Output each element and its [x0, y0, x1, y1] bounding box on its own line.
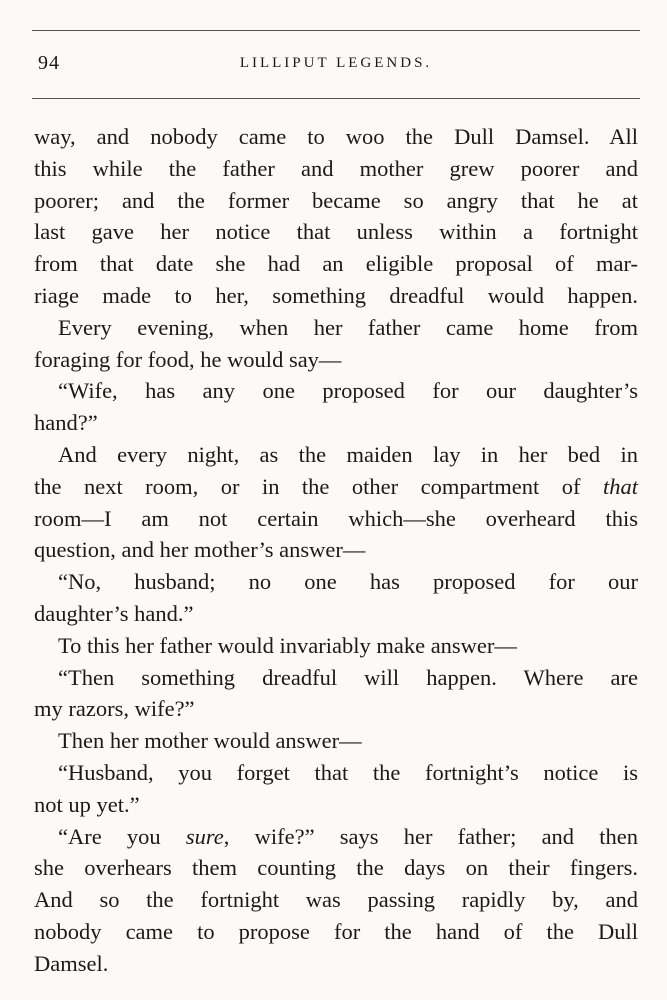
- text-line: nobody came to propose for the hand of the Dull: [34, 918, 638, 944]
- text-line: hand?”: [34, 410, 98, 436]
- text-line: Every evening, when her father came home from: [58, 314, 638, 340]
- text-line: way, and nobody came to woo the Dull Damsel. All: [34, 124, 638, 149]
- text-fragment: “Are you: [58, 823, 186, 849]
- top-rule: [32, 30, 640, 31]
- text-line: foraging for food, he would say—: [34, 346, 342, 372]
- text-line: poorer; and the former became so angry that he at: [34, 187, 638, 213]
- italic-word: sure: [185, 823, 224, 849]
- text-line: And so the fortnight was passing rapidly by, and: [34, 887, 638, 913]
- page-number: 94: [38, 52, 60, 74]
- text-line: last gave her notice that unless within a fortnight: [34, 219, 638, 245]
- running-title: LILLIPUT LEGENDS.: [239, 55, 433, 71]
- text-line: from that date she had an eligible proposal of mar-: [34, 251, 638, 277]
- text-line: [34, 471, 638, 503]
- text-line: she overhears them counting the days on their fingers.: [34, 855, 638, 881]
- text-line: not up yet.”: [34, 791, 140, 817]
- text-line: question, and her mother’s answer—: [34, 537, 366, 563]
- text-fragment: the next room, or in the other compartment of: [34, 473, 603, 499]
- text-line: To this her father would invariably make answer—: [58, 632, 517, 658]
- text-line: riage made to her, something dreadful would happen.: [34, 282, 638, 308]
- page-header: [32, 52, 640, 80]
- text-line: daughter’s hand.”: [34, 600, 194, 626]
- text-fragment: , wife?” says her father; and then: [223, 823, 638, 849]
- text-line: And every night, as the maiden lay in her bed in: [58, 441, 638, 467]
- text-line: “Wife, has any one proposed for our daughter’s: [58, 378, 638, 404]
- text-line: “Then something dreadful will happen. Where are: [58, 664, 638, 690]
- italic-word: that: [602, 473, 638, 499]
- text-line: my razors, wife?”: [34, 696, 195, 722]
- header-rule: [32, 98, 640, 99]
- text-line: “No, husband; no one has proposed for our: [58, 569, 638, 595]
- text-line: Then her mother would answer—: [58, 728, 362, 754]
- text-line: [34, 821, 638, 853]
- text-line: “Husband, you forget that the fortnight’s notice is: [58, 759, 638, 785]
- body-text: [34, 121, 638, 980]
- text-line: this while the father and mother grew poorer and: [34, 155, 638, 181]
- text-line: Damsel.: [34, 950, 109, 976]
- text-line: room—I am not certain which—she overheard this: [34, 505, 638, 531]
